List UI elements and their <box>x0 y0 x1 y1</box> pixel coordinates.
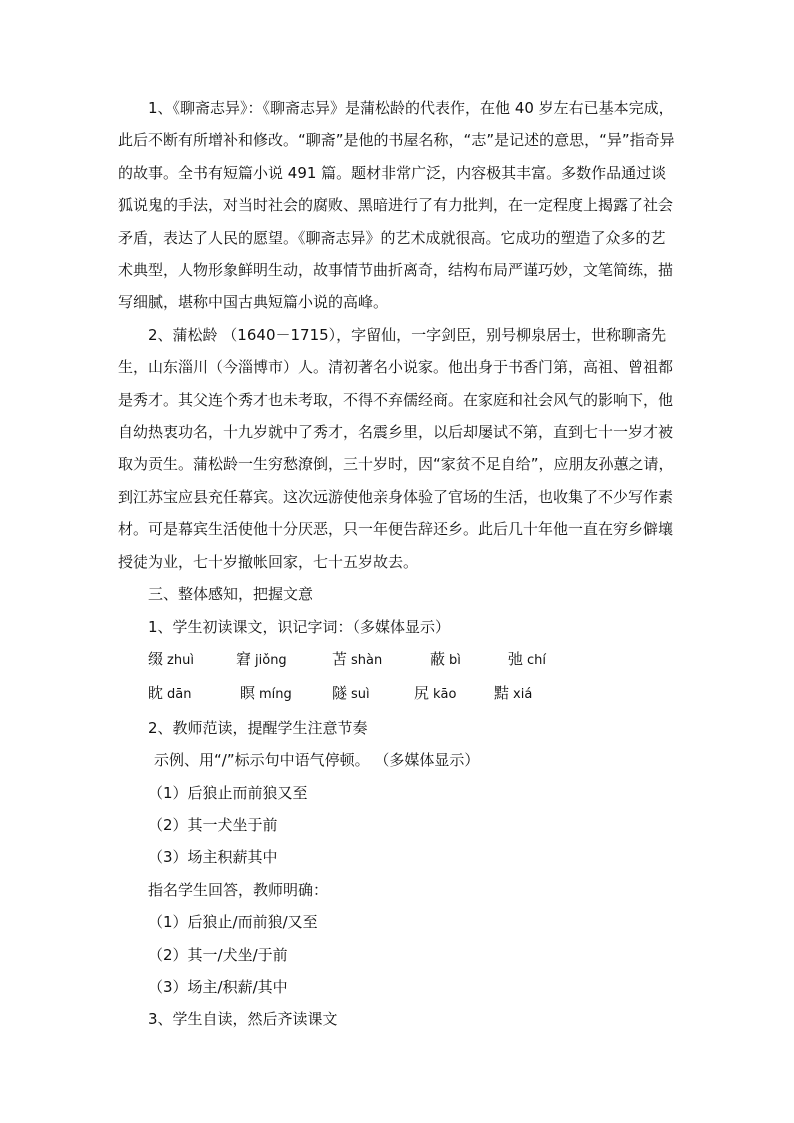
sentence-item: （2）其一犬坐于前 <box>148 815 278 834</box>
vocab-char: 窘 <box>236 649 252 668</box>
vocab-item <box>148 643 236 677</box>
answer-item: （2）其一/犬坐/于前 <box>148 945 288 964</box>
vocab-pinyin: chí <box>527 652 547 668</box>
vocab-item <box>240 677 332 711</box>
vocab-char: 黠 <box>494 684 510 703</box>
step-1-reading: 1、学生初读课文，识记字词：（多媒体显示） <box>148 617 451 636</box>
vocab-item <box>430 643 508 677</box>
vocab-row-2 <box>118 677 680 711</box>
vocab-char: 隧 <box>332 684 348 703</box>
vocab-pinyin: jiǒng <box>255 652 287 668</box>
paragraph-liaozhai: 1、《聊斋志异》：《聊斋志异》是蒲松龄的代表作，在他 40 岁左右已基本完成，此后不断有所增补和修改。“聊斋”是他的书屋名称，“志”是记述的意思，“异”指奇异的故事。全书有短篇小说 491 篇。题材非常广泛，内容极其丰富。多数作品通过谈狐说鬼的手法，对当时社会的腐败、黑暗进行了有力批判，在一定程度上揭露了社会矛盾，表达了人民的愿望。《聊斋志异》的艺术成就很高。它成功的塑造了众多的艺术典型，人物形象鲜明生动，故事情节曲折离奇，结构布局严谨巧妙，文笔简练，描写细腻，堪称中国古典短篇小说的高峰。 <box>118 99 675 312</box>
sentence-item: （3）场主积薪其中 <box>148 848 278 867</box>
vocab-pinyin: míng <box>259 687 292 703</box>
vocab-item <box>494 677 564 711</box>
vocab-item <box>236 643 332 677</box>
section-title: 三、整体感知，把握文意 <box>148 585 314 604</box>
vocab-char: 蔽 <box>430 649 446 668</box>
vocab-item <box>332 677 414 711</box>
example-instruction: 示例、用“/”标示句中语气停顿。 （多媒体显示） <box>154 751 480 770</box>
document-body <box>118 92 680 1036</box>
answer-item: （3）场主/积薪/其中 <box>148 977 288 996</box>
vocab-item <box>148 677 240 711</box>
vocab-char: 弛 <box>508 649 524 668</box>
vocab-pinyin: dān <box>167 687 192 703</box>
vocab-char: 缀 <box>148 649 164 668</box>
vocab-item <box>414 677 494 711</box>
vocab-pinyin: bì <box>449 652 461 668</box>
answer-item: （1）后狼止/而前狼/又至 <box>148 913 318 932</box>
vocab-char: 尻 <box>414 684 430 703</box>
paragraph-pu-songling: 2、蒲松龄 （1640－1715），字留仙，一字剑臣，别号柳泉居士，世称聊斋先生，山东淄川（今淄博市）人。清初著名小说家。他出身于书香门第，高祖、曾祖都是秀才。其父连个秀才也未考取，不得不弃儒经商。在家庭和社会风气的影响下，他自幼热衷功名，十九岁就中了秀才，名震乡里，以后却屡试不第，直到七十一岁才被取为贡生。蒲松龄一生穷愁潦倒，三十岁时，因“家贫不足自给”，应朋友孙蕙之请，到江苏宝应县充任幕宾。这次远游使他亲身体验了官场的生活，也收集了不少写作素材。可是幕宾生活使他十分厌恶，只一年便告辞还乡。此后几十年他一直在穷乡僻壤授徒为业，七十岁撤帐回家，七十五岁故去。 <box>118 325 674 571</box>
vocab-pinyin: shàn <box>351 652 383 668</box>
step-2-model-reading: 2、教师范读，提醒学生注意节奏 <box>148 718 368 737</box>
vocab-pinyin: xiá <box>513 687 533 703</box>
vocab-item <box>508 643 578 677</box>
vocab-pinyin: kāo <box>433 687 457 703</box>
vocab-row-1 <box>118 643 680 677</box>
vocab-char: 苫 <box>332 649 348 668</box>
vocab-item <box>332 643 430 677</box>
vocab-char: 瞑 <box>240 684 256 703</box>
vocab-pinyin: suì <box>351 687 370 703</box>
vocab-pinyin: zhuì <box>167 652 194 668</box>
answer-intro: 指名学生回答，教师明确： <box>148 880 329 899</box>
vocab-char: 眈 <box>148 684 164 703</box>
sentence-item: （1）后狼止而前狼又至 <box>148 783 308 802</box>
step-3-self-reading: 3、学生自读，然后齐读课文 <box>148 1010 338 1029</box>
